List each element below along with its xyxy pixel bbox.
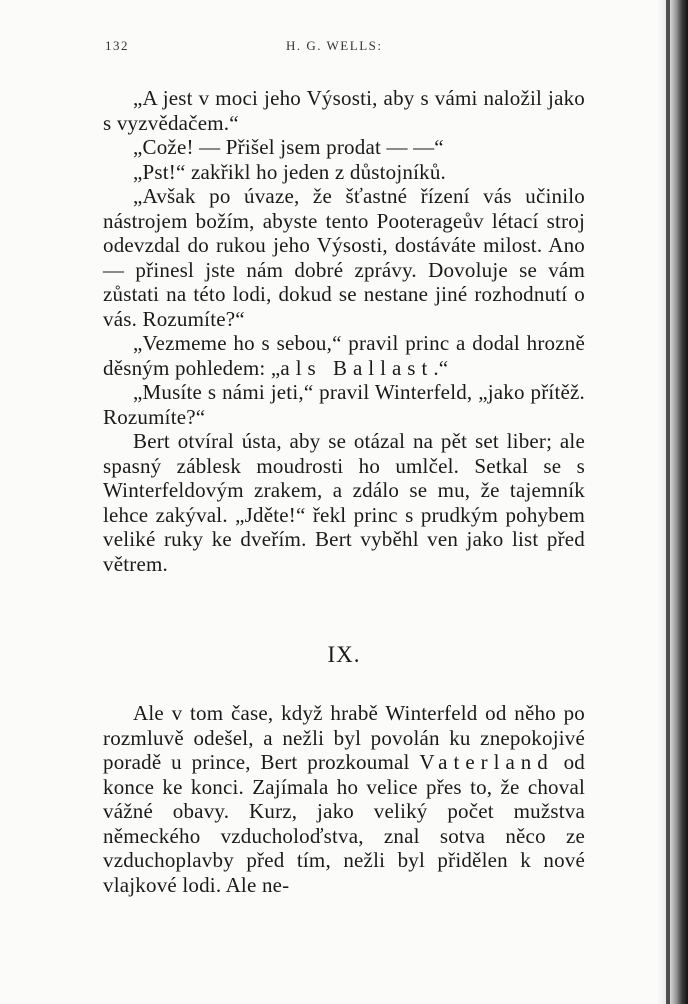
book-spine-line bbox=[666, 0, 670, 1004]
passage-text bbox=[103, 86, 585, 576]
book-binding-edge bbox=[658, 0, 688, 1004]
chapter-heading: IX. bbox=[327, 642, 361, 667]
spaced-emphasis: als Ballast bbox=[280, 355, 434, 380]
spaced-emphasis: Vaterland bbox=[419, 750, 554, 774]
paragraph: „Pst!“ zakřikl ho jeden z důstojníků. bbox=[133, 159, 446, 184]
paragraph: „A jest v moci jeho Výsosti, aby s vámi naložil jako s vyzvědačem.“ bbox=[103, 86, 585, 135]
running-head bbox=[105, 38, 585, 60]
paragraph-part: Ale v tom čase, když hrabě Winterfeld od něho po rozmluvě odešel, a nežli byl povolán ku znepokojivé poradě u prince, Bert prozkoumal bbox=[103, 701, 585, 774]
page-number: 132 bbox=[105, 38, 129, 53]
paragraph: „Avšak po úvaze, že šťastné řízení vás učinilo nástrojem božím, abyste tento Pooterageův létací stroj odevzdal do rukou jeho Výsosti, dostáváte milost. Ano — přinesl jste nám dobré zprávy. Dovoluje se vám zůstati na této lodi, dokud se nestane jiné rozhodnutí o vás. Rozumíte?“ bbox=[103, 184, 585, 331]
paragraph bbox=[103, 331, 585, 380]
paragraph-part: „Vezmeme ho s sebou,“ pravil princ a dodal hrozně děsným pohledem: „ bbox=[103, 331, 585, 380]
paragraph bbox=[103, 701, 585, 897]
paragraph-part: .“ bbox=[433, 355, 449, 380]
chapter-text bbox=[103, 701, 585, 897]
author-header: H. G. WELLS: bbox=[286, 38, 383, 53]
paragraph: „Musíte s námi jeti,“ pravil Winterfeld, „jako přítěž. Rozumíte?“ bbox=[103, 380, 585, 429]
paragraph: Bert otvíral ústa, aby se otázal na pět set liber; ale spasný záblesk moudrosti ho umlčel. Setkal se s Winterfeldovým zrakem, a zdálo se mu, že tajemník lehce zakýval. „Jděte!“ řekl princ s prudkým pohybem veliké ruky ke dveřím. Bert vyběhl ven jako list před větrem. bbox=[103, 429, 585, 576]
paragraph-part: od konce ke konci. Zajímala ho velice přes to, že choval vážné obavy. Kurz, jako veliký počet mužstva německého vzducholoďstva, znal sotva něco ze vzduchoplavby před tím, nežli byl přidělen k nové vlajkové lodi. Ale ne- bbox=[103, 750, 585, 897]
paragraph: „Cože! — Přišel jsem prodat — —“ bbox=[133, 135, 444, 159]
